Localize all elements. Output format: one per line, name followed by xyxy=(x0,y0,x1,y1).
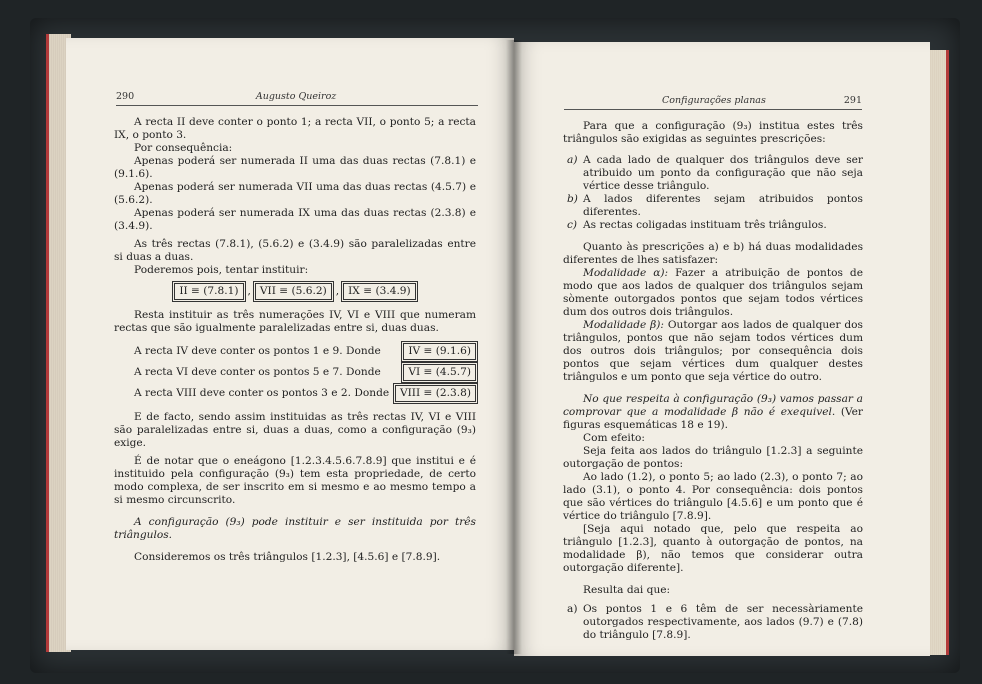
separator: , xyxy=(335,285,340,297)
boxed-equation: IV ≡ (9.1.6) xyxy=(403,343,476,360)
page-number-left: 290 xyxy=(116,91,135,102)
paragraph: A configuração (9₃) pode instituir e ser instituida por três triângulos. xyxy=(114,516,476,541)
paragraph: É de notar que o eneágono [1.2.3.4.5.6.7.8.9] que institui e é instituido pela configuração (9₃) tem esta propriedade, de certo modo complexa, de ser inscrito em si mesmo e ao mesmo tempo a si mesmo circunscrito. xyxy=(114,455,476,506)
equation-row: A recta IV deve conter os pontos 1 e 9. Donde IV ≡ (9.1.6) xyxy=(134,343,476,360)
rows xyxy=(114,343,476,402)
boxed-equation: VII ≡ (5.6.2) xyxy=(255,283,332,300)
right-body xyxy=(563,120,863,642)
prescription-list xyxy=(563,154,863,232)
right-page xyxy=(514,42,930,656)
paragraph: Para que a configuração (9₃) institua estes três triângulos são exigidas as seguintes prescrições: xyxy=(563,120,863,145)
page-number-right: 291 xyxy=(843,95,862,106)
paragraph: Consideremos os três triângulos [1.2.3], [4.5.6] e [7.8.9]. xyxy=(134,551,441,563)
paragraph: Quanto às prescrições a) e b) há duas modalidades diferentes de lhes satisfazer: xyxy=(563,241,863,266)
paragraph: Modalidade β): Outorgar aos lados de qualquer dos triângulos, pontos que não sejam todos vértices dum dos outros dois triângulos; por consequência dois pontos que sejam vértices dum qualquer destes triângulos e um ponto que seja vértice do outro. xyxy=(563,319,863,383)
paragraph: Modalidade α): Fazer a atribuição de pontos de modo que aos lados de qualquer dos triângulos sejam sòmente outorgados pontos que sejam todos vértices dum dos outros dois triângulos. xyxy=(563,267,863,318)
boxed-equation: II ≡ (7.8.1) xyxy=(174,283,243,300)
left-header xyxy=(116,90,478,106)
text-line: Por consequência: xyxy=(134,142,233,154)
text-line: A recta II deve conter o ponto 1; a recta VII, o ponto 5; a recta IX, o ponto 3. xyxy=(114,116,476,141)
boxed-equation: VIII ≡ (2.3.8) xyxy=(395,385,476,402)
book-gutter xyxy=(506,40,522,654)
equation-row: A recta VIII deve conter os pontos 3 e 2. Donde VIII ≡ (2.3.8) xyxy=(134,385,476,402)
list-item: a) A cada lado de qualquer dos triângulos deve ser atribuido um ponto da configuração que não seja vértice desse triângulo. xyxy=(567,154,863,192)
text-line: Apenas poderá ser numerada II uma das duas rectas (7.8.1) e (9.1.6). xyxy=(114,155,476,180)
boxed-equation: IX ≡ (3.4.9) xyxy=(343,283,416,300)
equation-row: A recta VI deve conter os pontos 5 e 7. Donde VI ≡ (4.5.7) xyxy=(134,364,476,381)
paragraph: Seja feita aos lados do triângulo [1.2.3] a seguinte outorgação de pontos: xyxy=(563,445,863,470)
list-item: a) Os pontos 1 e 6 têm de ser necessàriamente outorgados respectivamente, aos lados (9.7) e (7.8) do triângulo [7.8.9]. xyxy=(567,603,863,641)
text-line: Apenas poderá ser numerada VII uma das duas rectas (4.5.7) e (5.6.2). xyxy=(114,181,476,206)
page-edges-right xyxy=(928,50,949,655)
right-header xyxy=(564,94,862,110)
left-body xyxy=(114,116,476,564)
paragraph: Com efeito: xyxy=(583,432,645,444)
paragraph: Resta instituir as três numerações IV, VI e VIII que numeram rectas que são igualmente paralelizadas entre si, duas duas. xyxy=(114,309,476,334)
paragraph: [Seja aqui notado que, pelo que respeita ao triângulo [1.2.3], quanto à outorgação de pontos, na modalidade β), não temos que considerar outra outorgação diferente]. xyxy=(563,523,863,574)
boxed-equation: VI ≡ (4.5.7) xyxy=(403,364,476,381)
boxed-equations xyxy=(114,283,476,300)
paragraph: Resulta dai que: xyxy=(583,584,671,596)
paragraph: No que respeita à configuração (9₃) vamos passar a comprovar que a modalidade β não é exequivel. (Ver figuras esquemáticas 18 e 19). xyxy=(563,393,863,431)
running-title-right: Configurações planas xyxy=(662,95,766,106)
list-item: b) A lados diferentes sejam atribuidos pontos diferentes. xyxy=(567,193,863,218)
text-line: Apenas poderá ser numerada IX uma das duas rectas (2.3.8) e (3.4.9). xyxy=(114,207,476,232)
separator: , xyxy=(247,285,251,297)
text-line: Poderemos pois, tentar instituir: xyxy=(134,264,309,276)
paragraph: E de facto, sendo assim instituidas as três rectas IV, VI e VIII são paralelizadas entre si, duas a duas, como a configuração (9₃) exige. xyxy=(114,411,476,449)
text-line: As três rectas (7.8.1), (5.6.2) e (3.4.9) são paralelizadas entre si duas a duas. xyxy=(114,238,476,263)
paragraph: Ao lado (1.2), o ponto 5; ao lado (2.3), o ponto 7; ao lado (3.1), o ponto 4. Por consequência: dois pontos que são vértices do triângulo [4.5.6] e um ponto que é vértice do triângulo [7.8.9]. xyxy=(563,471,863,522)
running-title-left: Augusto Queiroz xyxy=(255,91,337,102)
list-item: c) As rectas coligadas instituam três triângulos. xyxy=(567,219,827,231)
left-page xyxy=(66,38,514,650)
